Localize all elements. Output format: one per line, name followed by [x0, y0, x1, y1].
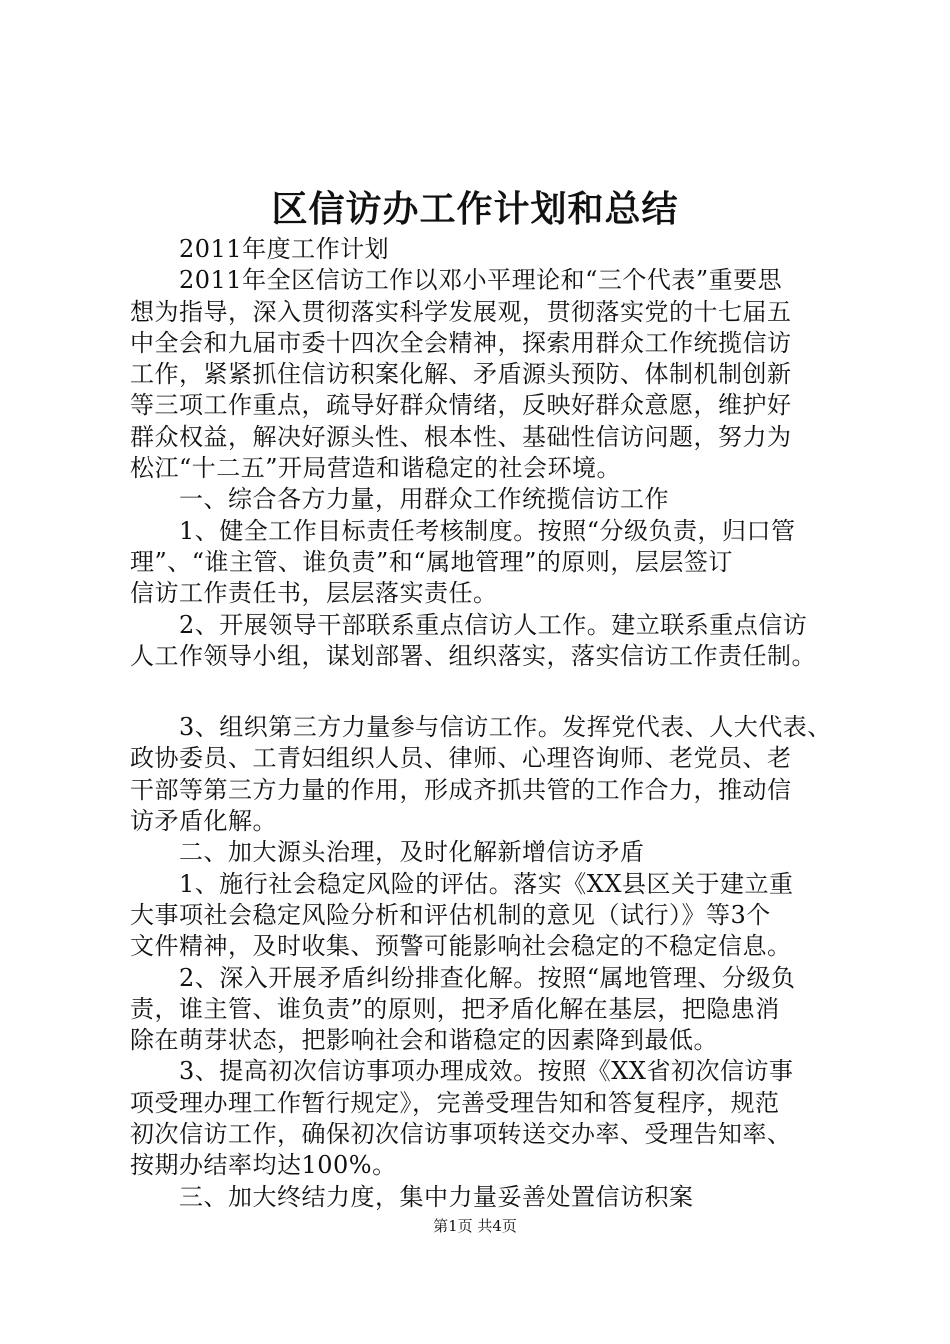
document-body	[130, 234, 850, 1213]
text-line: 项受理办理工作暂行规定》，完善受理告知和答复程序，规范	[130, 1088, 780, 1117]
text-line: 大事项社会稳定风险分析和评估机制的意见（试行）》等3个	[130, 900, 771, 929]
text-line: 人工作领导小组，谋划部署、组织落实，落实信访工作责任制。	[130, 641, 816, 670]
text-line: 除在萌芽状态，把影响社会和谐稳定的因素降到最低。	[130, 1026, 718, 1055]
text-line: 文件精神，及时收集、预警可能影响社会稳定的不稳定信息。	[130, 932, 792, 961]
text-line: 1、健全工作目标责任考核制度。按照“分级负责，归口管	[130, 516, 796, 545]
text-line: 按期办结率均达100%。	[130, 1151, 397, 1180]
text-line: 初次信访工作，确保初次信访事项转送交办率、受理告知率、	[130, 1120, 792, 1149]
text-line: 2、开展领导干部联系重点信访人工作。建立联系重点信访	[130, 610, 808, 639]
text-line: 干部等第三方力量的作用，形成齐抓共管的工作合力，推动信	[130, 775, 792, 804]
text-line: 政协委员、工青妇组织人员、律师、心理咨询师、老党员、老	[130, 744, 792, 773]
text-line: 责，谁主管、谁负责”的原则，把矛盾化解在基层，把隐患消	[130, 994, 780, 1023]
text-line: 1、施行社会稳定风险的评估。落实《XX县区关于建立重	[130, 869, 794, 898]
text-line: 工作，紧紧抓住信访积案化解、矛盾源头预防、体制机制创新	[130, 360, 792, 389]
text-line: 等三项工作重点，疏导好群众情绪，反映好群众意愿，维护好	[130, 391, 792, 420]
text-line: 3、提高初次信访事项办理成效。按照《XX省初次信访事	[130, 1057, 794, 1086]
text-line: 理”、“谁主管、谁负责”和“属地管理”的原则，层层签订	[130, 547, 733, 576]
text-line: 松江“十二五”开局营造和谐稳定的社会环境。	[130, 454, 622, 483]
text-line: 中全会和九届市委十四次全会精神，探索用群众工作统揽信访	[130, 328, 792, 357]
section-heading: 二、加大源头治理，及时化解新增信访矛盾	[130, 838, 645, 867]
text-line: 2011年全区信访工作以邓小平理论和“三个代表”重要思	[130, 266, 783, 295]
text-line: 想为指导，深入贯彻落实科学发展观，贯彻落实党的十七届五	[130, 297, 792, 326]
text-line: 2011年度工作计划	[130, 235, 390, 263]
section-heading: 一、综合各方力量，用群众工作统揽信访工作	[130, 485, 669, 514]
blank-line	[130, 672, 850, 712]
text-line: 3、组织第三方力量参与信访工作。发挥党代表、人大代表、	[130, 713, 832, 742]
text-line: 访矛盾化解。	[130, 807, 277, 836]
text-line: 信访工作责任书，层层落实责任。	[130, 579, 498, 608]
page-number: 第1页 共4页	[433, 1217, 517, 1235]
section-heading: 三、加大终结力度，集中力量妥善处置信访积案	[130, 1182, 694, 1211]
document-title: 区信访办工作计划和总结	[271, 189, 679, 230]
text-line: 2、深入开展矛盾纠纷排查化解。按照“属地管理、分级负	[130, 963, 796, 992]
text-line: 群众权益，解决好源头性、根本性、基础性信访问题，努力为	[130, 422, 792, 451]
